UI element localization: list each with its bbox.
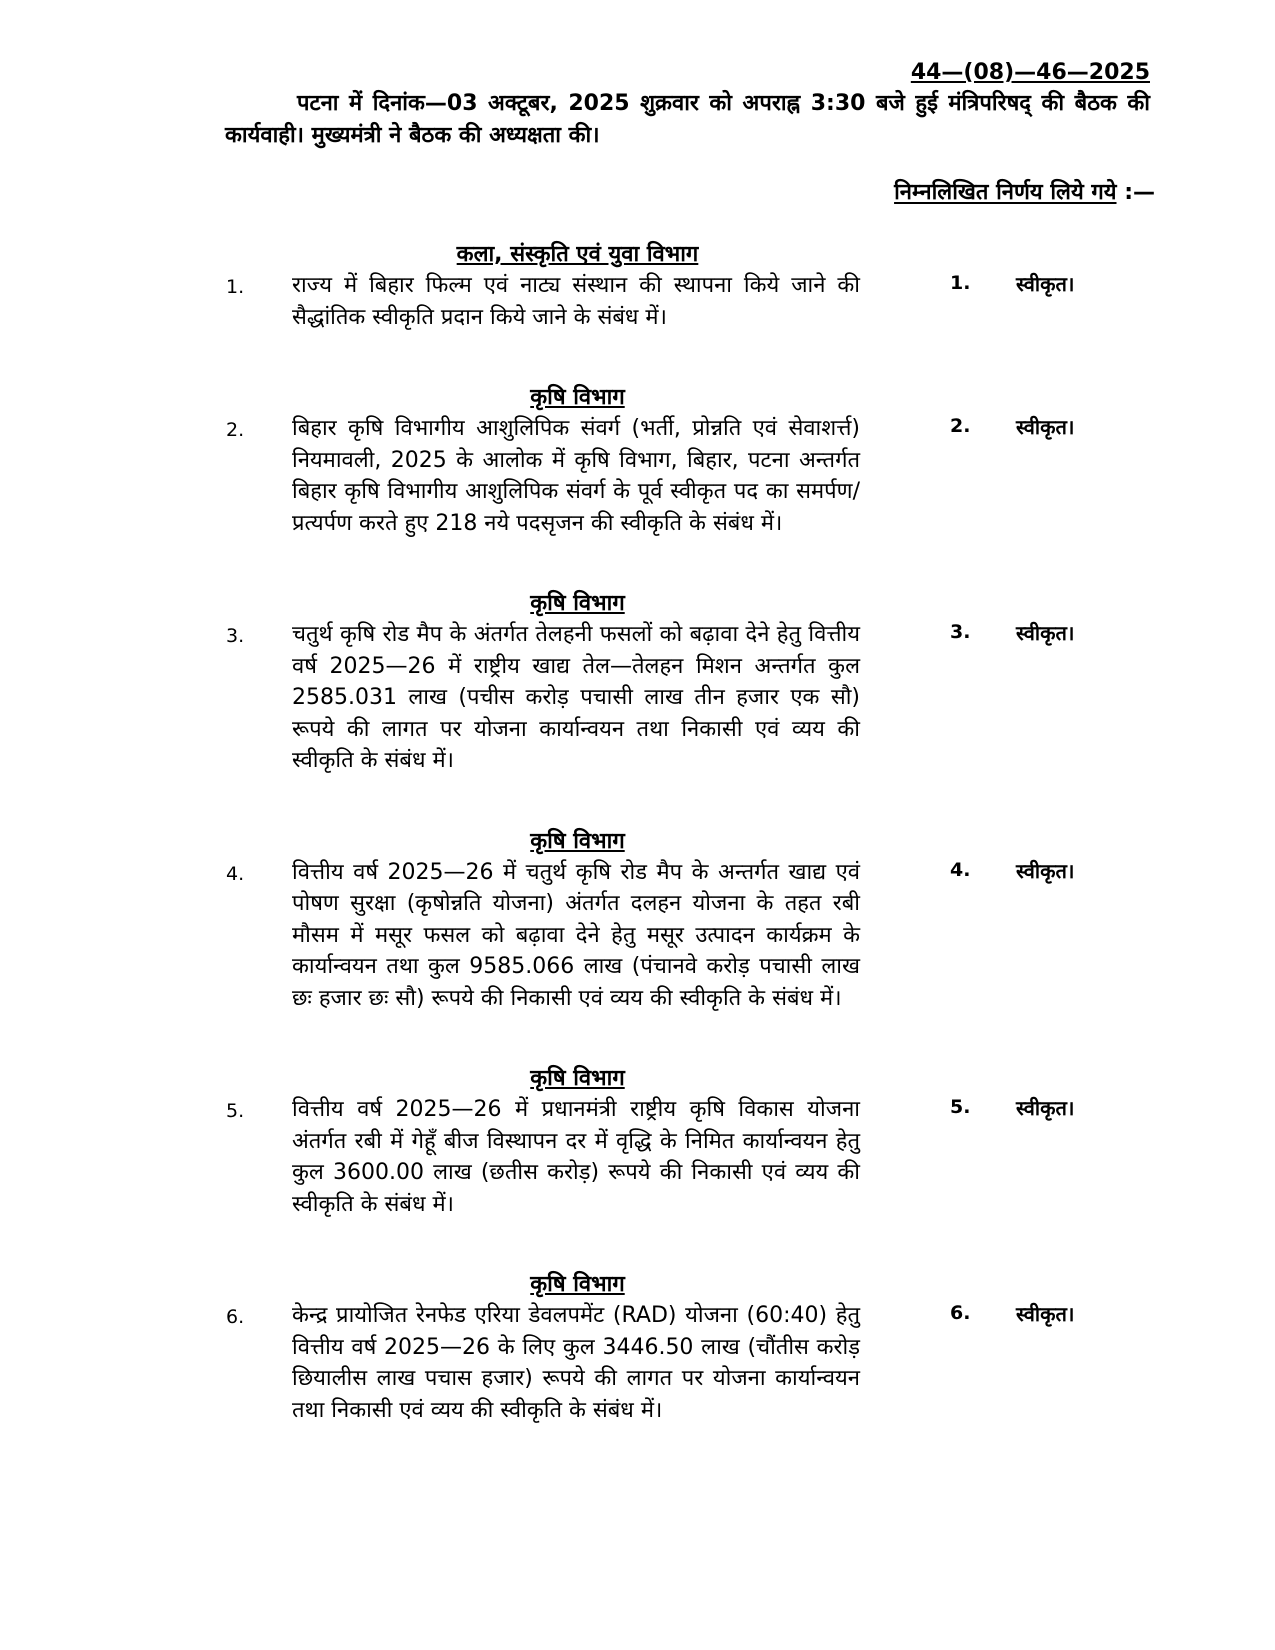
- item-number: 3.: [226, 625, 245, 647]
- result-number: 4.: [950, 858, 971, 881]
- spacer: [0, 539, 1275, 589]
- result-number: 2.: [950, 415, 971, 437]
- decision-item: [0, 827, 1275, 1015]
- item-text: केन्द्र प्रायोजित रेनफेड एरिया डेवलपमेंट (RAD) योजना (60:40) हेतु वित्तीय वर्ष 2025—26 के लिए कुल 3446.50 लाख (चौंतीस करोड़ छियालीस लाख पचास हजार) रूपये की लागत पर योजना कार्यान्वयन तथा निकासी एवं व्यय की स्वीकृति के संबंध में।: [292, 1303, 860, 1423]
- department-heading: कृषि विभाग: [530, 1066, 625, 1091]
- decision-row: [0, 857, 1275, 1015]
- result-status: स्वीकृत।: [1016, 1096, 1075, 1120]
- spacer: [0, 1220, 1275, 1270]
- result-status: स्वीकृत।: [1016, 415, 1075, 439]
- decision-row: [0, 1300, 1275, 1426]
- result-number: 5.: [950, 1096, 971, 1118]
- item-number: 4.: [226, 862, 245, 885]
- spacer: [0, 777, 1275, 827]
- department-heading: कृषि विभाग: [530, 828, 625, 854]
- decision-item: [0, 240, 1275, 333]
- decision-item: [0, 1064, 1275, 1220]
- decision-row: [0, 413, 1275, 539]
- result-status: स्वीकृत।: [1016, 272, 1075, 296]
- department-heading: कृषि विभाग: [530, 1272, 625, 1297]
- decisions-heading-text: निम्नलिखित निर्णय लिये गये: [894, 180, 1117, 205]
- result-number: 3.: [950, 621, 971, 643]
- decision-item: [0, 383, 1275, 539]
- reference-number: 44—(08)—46—2025: [910, 60, 1150, 85]
- item-text: चतुर्थ कृषि रोड मैप के अंतर्गत तेलहनी फसलों को बढ़ावा देने हेतु वित्तीय वर्ष 2025—26 में राष्ट्रीय खाद्य तेल—तेलहन मिशन अन्तर्गत कुल 2585.031 लाख (पचीस करोड़ पचासी लाख तीन हजार एक सौ) रूपये की लागत पर योजना कार्यान्वयन तथा निकासी एवं व्यय की स्वीकृति के संबंध में।: [292, 622, 860, 773]
- item-text: राज्य में बिहार फिल्म एवं नाट्य संस्थान की स्थापना किये जाने की सैद्धांतिक स्वीकृति प्रदान किये जाने के संबंध में।: [292, 273, 860, 330]
- result-status: स्वीकृत।: [1016, 1302, 1075, 1326]
- decisions-heading-suffix: :—: [1124, 180, 1155, 205]
- decision-row: [0, 619, 1275, 777]
- decision-row: [0, 1094, 1275, 1220]
- decisions-heading: [894, 176, 1155, 206]
- item-number: 1.: [226, 276, 245, 298]
- item-number: 2.: [226, 419, 245, 441]
- spacer: [0, 333, 1275, 383]
- decision-row: [0, 270, 1275, 333]
- item-text: वित्तीय वर्ष 2025—26 में प्रधानमंत्री राष्ट्रीय कृषि विकास योजना अंतर्गत रबी में गेहूँ बीज विस्थापन दर में वृद्धि के निमित कार्यान्वयन हेतु कुल 3600.00 लाख (छतीस करोड़) रूपये की निकासी एवं व्यय की स्वीकृति के संबंध में।: [292, 1097, 860, 1217]
- meeting-intro: पटना में दिनांक—03 अक्टूबर, 2025 शुक्रवार को अपराह्न 3:30 बजे हुई मंत्रिपरिषद् की बैठक की कार्यवाही। मुख्यमंत्री ने बैठक की अध्यक्षता की।: [225, 91, 1150, 148]
- item-number: 5.: [226, 1100, 245, 1122]
- decision-list: [0, 240, 1275, 1426]
- item-text: बिहार कृषि विभागीय आशुलिपिक संवर्ग (भर्ती, प्रोन्नति एवं सेवाशर्त्त) नियमावली, 2025 के आलोक में कृषि विभाग, बिहार, पटना अन्तर्गत बिहार कृषि विभागीय आशुलिपिक संवर्ग के पूर्व स्वीकृत पद का समर्पण/ प्रत्यर्पण करते हुए 218 नये पदसृजन की स्वीकृति के संबंध में।: [292, 416, 860, 536]
- department-heading: कला, संस्कृति एवं युवा विभाग: [456, 242, 699, 267]
- department-heading: कृषि विभाग: [530, 385, 625, 410]
- decision-item: [0, 589, 1275, 777]
- decision-item: [0, 1270, 1275, 1426]
- item-number: 6.: [226, 1306, 245, 1328]
- department-heading: कृषि विभाग: [530, 591, 625, 616]
- result-number: 6.: [950, 1302, 971, 1324]
- spacer: [0, 1014, 1275, 1064]
- result-status: स्वीकृत।: [1016, 621, 1075, 645]
- result-status: स्वीकृत।: [1016, 858, 1075, 883]
- result-number: 1.: [950, 272, 971, 294]
- item-text: वित्तीय वर्ष 2025—26 में चतुर्थ कृषि रोड मैप के अन्तर्गत खाद्य एवं पोषण सुरक्षा (कृषोन्नति योजना) अंतर्गत दलहन योजना के तहत रबी मौसम में मसूर फसल को बढ़ावा देने हेतु मसूर उत्पादन कार्यक्रम के कार्यान्वयन तथा कुल 9585.066 लाख (पंचानवे करोड़ पचासी लाख छः हजार छः सौ) रूपये की निकासी एवं व्यय की स्वीकृति के संबंध में।: [292, 859, 860, 1011]
